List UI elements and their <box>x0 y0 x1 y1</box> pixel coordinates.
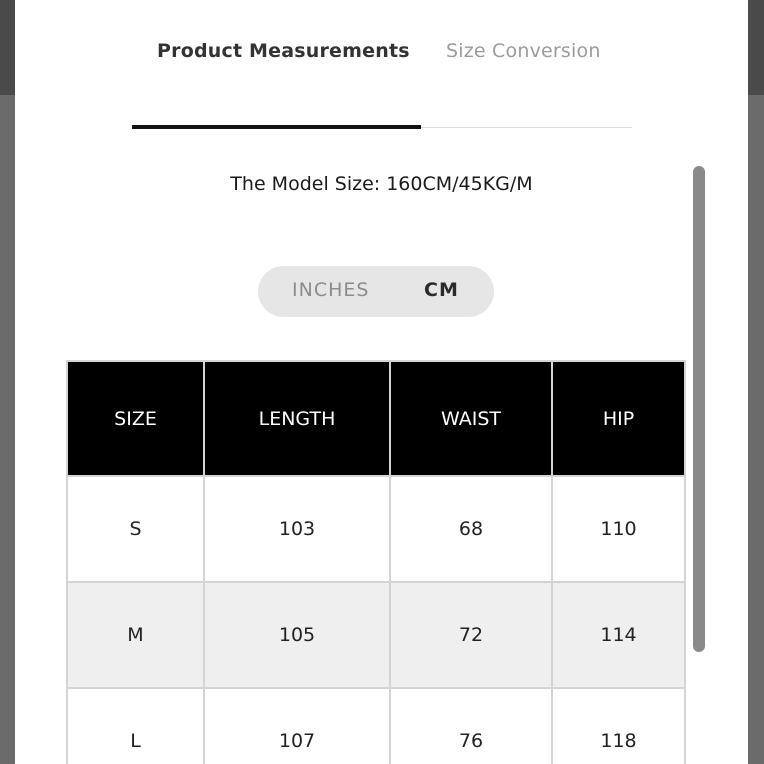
model-size-text: The Model Size: 160CM/45KG/M <box>230 173 533 195</box>
table-cell: 114 <box>552 582 685 688</box>
table-cell: 118 <box>552 688 685 764</box>
column-header-hip: HIP <box>552 361 685 476</box>
unit-toggle[interactable] <box>258 266 494 317</box>
column-header-waist: WAIST <box>390 361 552 476</box>
tab-product-measurements[interactable]: Product Measurements <box>157 40 410 62</box>
table-header-row <box>67 361 685 476</box>
table-row <box>67 476 685 582</box>
unit-option-inches[interactable]: INCHES <box>292 279 370 301</box>
table-cell: 105 <box>204 582 390 688</box>
measurement-table <box>66 360 684 764</box>
column-header-length: LENGTH <box>204 361 390 476</box>
table-cell: M <box>67 582 204 688</box>
table-cell: 107 <box>204 688 390 764</box>
table-cell: S <box>67 476 204 582</box>
table-cell: 72 <box>390 582 552 688</box>
size-guide-tabs <box>132 30 632 132</box>
active-tab-indicator <box>132 125 421 129</box>
table-cell: 76 <box>390 688 552 764</box>
column-header-size: SIZE <box>67 361 204 476</box>
table-cell: 103 <box>204 476 390 582</box>
table-cell: 68 <box>390 476 552 582</box>
size-guide-sheet <box>15 0 748 764</box>
table-row <box>67 582 685 688</box>
table-cell: L <box>67 688 204 764</box>
unit-option-cm[interactable]: CM <box>424 279 459 301</box>
scrollbar-thumb[interactable] <box>693 166 705 652</box>
table-row <box>67 688 685 764</box>
table-cell: 110 <box>552 476 685 582</box>
tab-size-conversion[interactable]: Size Conversion <box>446 40 601 62</box>
